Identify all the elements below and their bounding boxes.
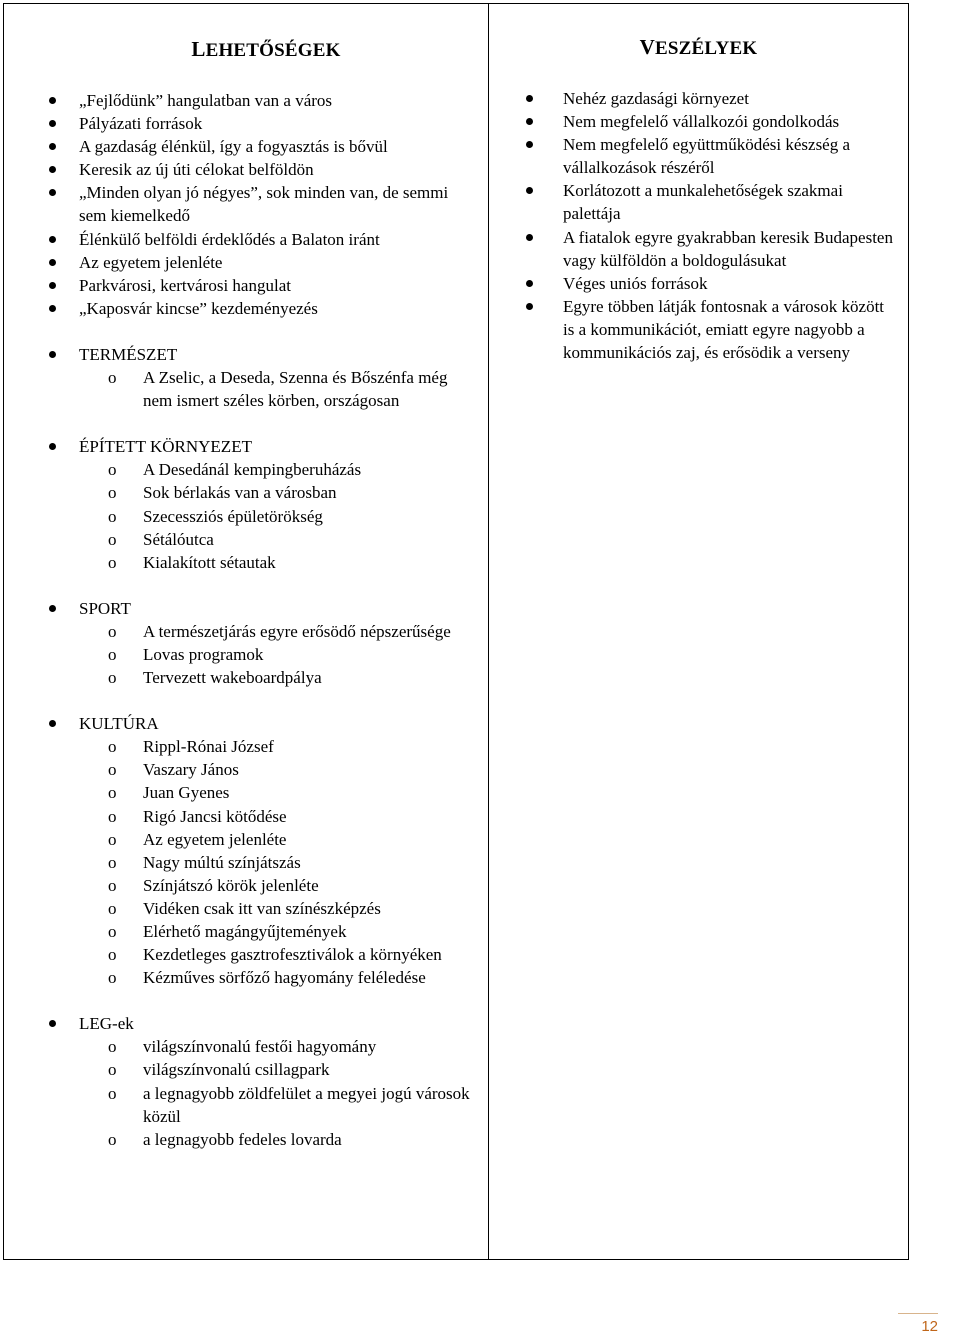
sub-item: o Lovas programok xyxy=(143,643,479,666)
list-item: Egyre többen látják fontosnak a városok között is a kommunikációt, emiatt egyre nagyobb a kommunikációs zaj, és erősödik a verseny xyxy=(563,295,893,364)
group-culture xyxy=(79,712,479,989)
sub-item: o Kialakított sétautak xyxy=(143,551,479,574)
sub-item: o Kezdetleges gasztrofesztiválok a környéken xyxy=(143,943,479,966)
threats-heading xyxy=(489,35,908,60)
heading-initial: L xyxy=(191,37,206,61)
list-item: „Kaposvár kincse” kezdeményezés xyxy=(79,297,479,320)
group-built-environment xyxy=(79,435,479,574)
list-item: Az egyetem jelenléte xyxy=(79,251,479,274)
heading-rest: EHETŐSÉGEK xyxy=(205,40,341,61)
list-item: A gazdaság élénkül, így a fogyasztás is bővül xyxy=(79,135,479,158)
group-title: TERMÉSZET xyxy=(79,344,178,364)
sub-item: o A természetjárás egyre erősödő népszerűsége xyxy=(143,620,479,643)
sub-item: o világszínvonalú festői hagyomány xyxy=(143,1035,479,1058)
sub-item: o A Zselic, a Deseda, Szenna és Bőszénfa még nem ismert széles körben, országosan xyxy=(143,366,479,412)
group-sport xyxy=(79,597,479,689)
sub-item: o Vaszary János xyxy=(143,758,479,781)
list-item: Keresik az új úti célokat belföldön xyxy=(79,158,479,181)
threats-list xyxy=(563,87,893,364)
sub-item: o A Desedánál kempingberuházás xyxy=(143,458,479,481)
sub-item: o Sétálóutca xyxy=(143,528,479,551)
sub-list xyxy=(79,735,479,989)
group-title: ÉPÍTETT KÖRNYEZET xyxy=(79,437,252,457)
sub-item: o Nagy múltú színjátszás xyxy=(143,851,479,874)
list-item: Nem megfelelő együttműködési készség a vállalkozások részéről xyxy=(563,133,893,179)
swot-table xyxy=(3,3,909,1260)
opportunities-column xyxy=(4,4,489,1259)
list-item: Véges uniós források xyxy=(563,272,893,295)
list-item: Pályázati források xyxy=(79,112,479,135)
group-title: SPORT xyxy=(79,598,131,618)
list-item: A fiatalok egyre gyakrabban keresik Budapesten vagy külföldön a boldogulásukat xyxy=(563,226,893,272)
sub-item: o Juan Gyenes xyxy=(143,781,479,804)
list-item: Parkvárosi, kertvárosi hangulat xyxy=(79,274,479,297)
sub-item: o Kézműves sörfőző hagyomány feléledése xyxy=(143,966,479,989)
opportunities-list xyxy=(79,89,479,1151)
list-item: Korlátozott a munkalehetőségek szakmai palettája xyxy=(563,179,893,225)
group-superlatives xyxy=(79,1012,479,1151)
sub-item: o Rigó Jancsi kötődése xyxy=(143,805,479,828)
sub-item: o Sok bérlakás van a városban xyxy=(143,481,479,504)
sub-list xyxy=(79,458,479,573)
sub-item: o világszínvonalú csillagpark xyxy=(143,1058,479,1081)
list-item: Élénkülő belföldi érdeklődés a Balaton iránt xyxy=(79,228,479,251)
sub-item: o Vidéken csak itt van színészképzés xyxy=(143,897,479,920)
group-title: LEG-ek xyxy=(79,1014,134,1034)
opportunities-heading xyxy=(4,37,488,62)
heading-initial: V xyxy=(639,35,656,59)
sub-item: o Szecessziós épületörökség xyxy=(143,505,479,528)
group-title: KULTÚRA xyxy=(79,714,159,734)
list-item: „Fejlődünk” hangulatban van a város xyxy=(79,89,479,112)
sub-item: o Színjátszó körök jelenléte xyxy=(143,874,479,897)
sub-item: o a legnagyobb zöldfelület a megyei jogú városok közül xyxy=(143,1082,479,1128)
sub-item: o Az egyetem jelenléte xyxy=(143,828,479,851)
sub-list xyxy=(79,620,479,689)
sub-item: o Elérhető magángyűjtemények xyxy=(143,920,479,943)
list-item: Nehéz gazdasági környezet xyxy=(563,87,893,110)
sub-list xyxy=(79,1035,479,1150)
sub-list xyxy=(79,366,479,412)
threats-column xyxy=(489,4,908,1259)
heading-rest: ESZÉLYEK xyxy=(655,38,758,59)
sub-item: o a legnagyobb fedeles lovarda xyxy=(143,1128,479,1151)
sub-item: o Rippl-Rónai József xyxy=(143,735,479,758)
page-number: 12 xyxy=(898,1313,938,1335)
sub-item: o Tervezett wakeboardpálya xyxy=(143,666,479,689)
list-item: Nem megfelelő vállalkozói gondolkodás xyxy=(563,110,893,133)
group-natural xyxy=(79,343,479,412)
list-item: „Minden olyan jó négyes”, sok minden van, de semmi sem kiemelkedő xyxy=(79,181,479,227)
